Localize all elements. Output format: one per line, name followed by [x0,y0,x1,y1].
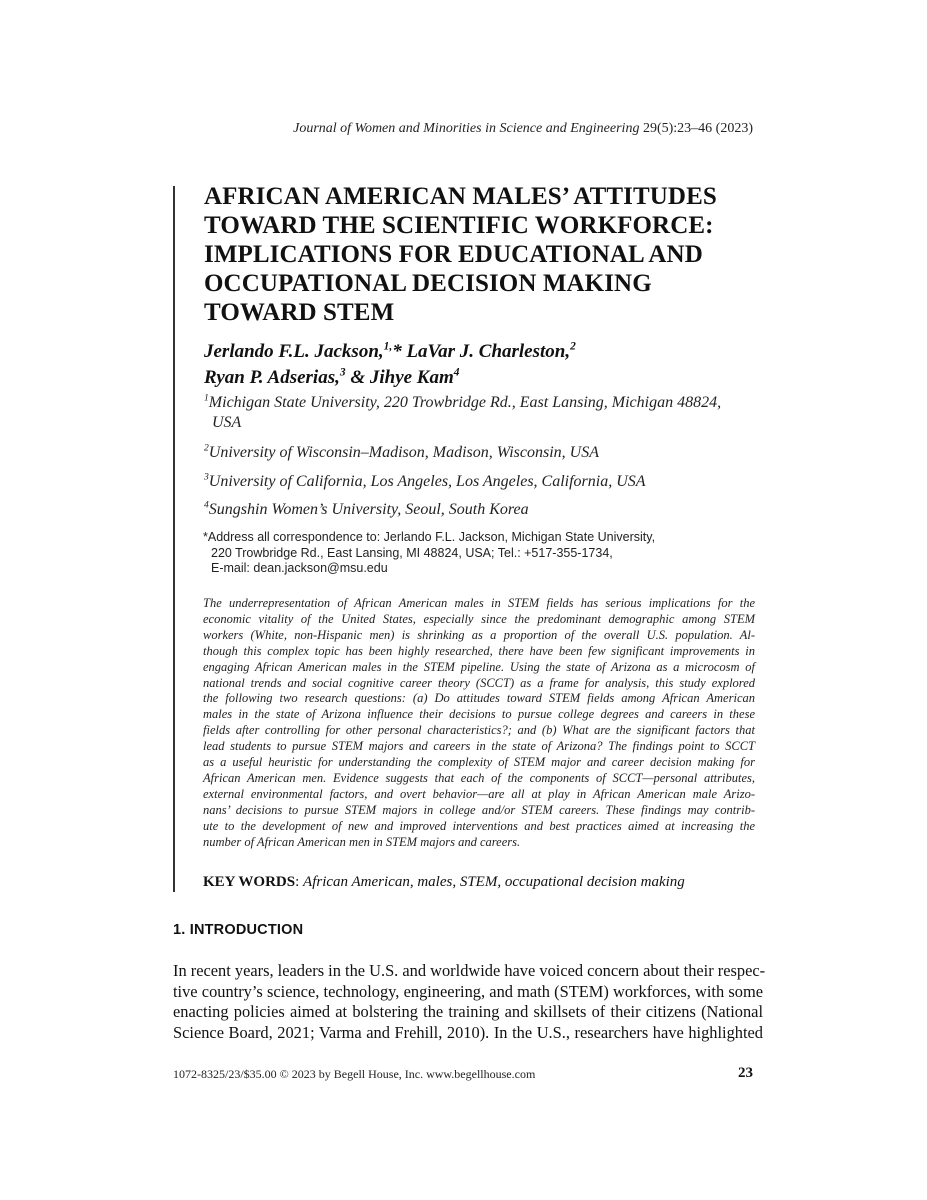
page-number: 23 [738,1065,753,1081]
abstract [203,596,755,851]
abstract-line: though this complex topic has been highly researched, there have been few significant improvements in [203,643,755,658]
correspondence-line: 220 Trowbridge Rd., East Lansing, MI 48824, USA; Tel.: +517-355-1734, [211,545,613,560]
affiliation-line [204,472,646,492]
abstract-line: workers (White, non-Hispanic men) is shrinking as a proportion of the overall U.S. population. Al- [203,627,755,642]
abstract-line: engaging African American males in the STEM pipeline. Using the state of Arizona as a microcosm of [203,659,755,674]
abstract-line: economic vitality of the United States, especially since the predominant demographic among STEM [203,611,755,626]
abstract-line: external environmental factors, and overt behavior—are all at play in African American male Arizo- [203,786,755,801]
abstract-line: ute to the development of new and improved interventions and best practices aimed at increasing the [203,818,755,833]
correspondence-block [203,530,655,577]
abstract-line: African American men. Evidence suggests that each of the components of SCCT—personal attributes, [203,770,755,785]
body-line: enacting policies aimed at bolstering the training and skillsets of their citizens (National [173,1002,763,1022]
author-name: LaVar J. Charleston, [406,341,571,362]
author-affil-mark: 3 [339,366,346,379]
affiliation [204,393,721,433]
keywords-separator: : [295,874,300,890]
author-name: Jerlando F.L. Jackson, [204,341,384,362]
abstract-line: The underrepresentation of African American males in STEM fields has serious implications for the [203,596,755,610]
affiliation [204,500,529,520]
body-line: In recent years, leaders in the U.S. and worldwide have voiced concern about their respec- [173,961,766,980]
author-name: Jihye Kam [369,367,454,388]
affiliation [204,443,599,463]
correspondence-line: E-mail: dean.jackson@msu.edu [211,561,388,575]
affiliation-text: University of California, Los Angeles, Los Angeles, California, USA [208,473,646,490]
title-line: IMPLICATIONS FOR EDUCATIONAL AND [204,241,703,268]
title-line: AFRICAN AMERICAN MALES’ ATTITUDES [204,183,717,210]
body-line: tive country’s science, technology, engineering, and math (STEM) workforces, with some [173,981,763,1001]
abstract-line: males in the state of Arizona influence their decisions to pursue college degrees and careers in these [203,707,755,722]
abstract-line: the following two research questions: (a) Do attitudes toward STEM fields among African American [203,691,755,706]
affiliation-line [204,393,721,413]
author-affil-mark: 2 [570,340,576,353]
affiliation-number: 1 [204,392,209,404]
abstract-line: lead students to pursue STEM majors and careers in the state of Arizona? The findings point to SCCT [203,739,755,754]
body-text [173,961,766,1044]
author-affil-mark: 4 [453,366,460,379]
correspondence-line: *Address all correspondence to: Jerlando F.L. Jackson, Michigan State University, [203,530,656,544]
abstract-line: fields after controlling for other personal characteristics?; and (b) What are the significant factors that [203,723,755,738]
author-line [204,365,576,391]
affiliation-line [204,443,599,463]
title-line: TOWARD STEM [204,299,395,326]
affiliation-number: 3 [204,471,209,483]
journal-volume: 29(5):23–46 (2023) [642,121,753,136]
title-line: OCCUPATIONAL DECISION MAKING [204,270,652,297]
keywords-label: KEY WORDS [203,874,296,890]
author-ampersand: & [350,367,366,388]
journal-name: Journal of Women and Minorities in Science and Engineering [293,121,640,136]
corresponding-mark: * [392,341,402,362]
affiliation-line [204,500,529,520]
affiliation-number: 2 [204,442,209,454]
affiliation-text: Sungshin Women’s University, Seoul, South Korea [208,501,529,518]
running-header [293,121,753,137]
abstract-line: number of African American men in STEM majors and careers. [203,834,521,849]
affiliation [204,472,646,492]
author-name: Ryan P. Adserias, [204,367,340,388]
author-affil-mark: 1, [383,340,393,353]
affiliation-text: University of Wisconsin–Madison, Madison, Wisconsin, USA [208,444,599,461]
affiliation-line: USA [212,414,242,431]
footer-copyright: 1072-8325/23/$35.00 © 2023 by Begell House, Inc. www.begellhouse.com [173,1067,536,1081]
abstract-line: national trends and social cognitive career theory (SCCT) as a frame for analysis, this study explored [203,675,755,690]
article-title [204,182,764,327]
abstract-line: nans’ decisions to pursue STEM majors in college and/or STEM careers. These findings may contrib- [203,802,755,817]
author-line [204,339,576,365]
affiliation-text: Michigan State University, 220 Trowbridge Rd., East Lansing, Michigan 48824, [208,394,722,411]
section-heading: 1. INTRODUCTION [173,922,304,938]
body-line: Science Board, 2021; Varma and Frehill, 2010). In the U.S., researchers have highlighted [173,1023,763,1043]
title-line: TOWARD THE SCIENTIFIC WORKFORCE: [204,212,714,239]
keywords-value: African American, males, STEM, occupational decision making [303,874,685,890]
abstract-line: as a useful heuristic for understanding the complexity of STEM major and career decision making for [203,755,755,770]
affiliation-number: 4 [204,499,209,511]
author-list [204,339,576,391]
keywords [203,874,685,891]
